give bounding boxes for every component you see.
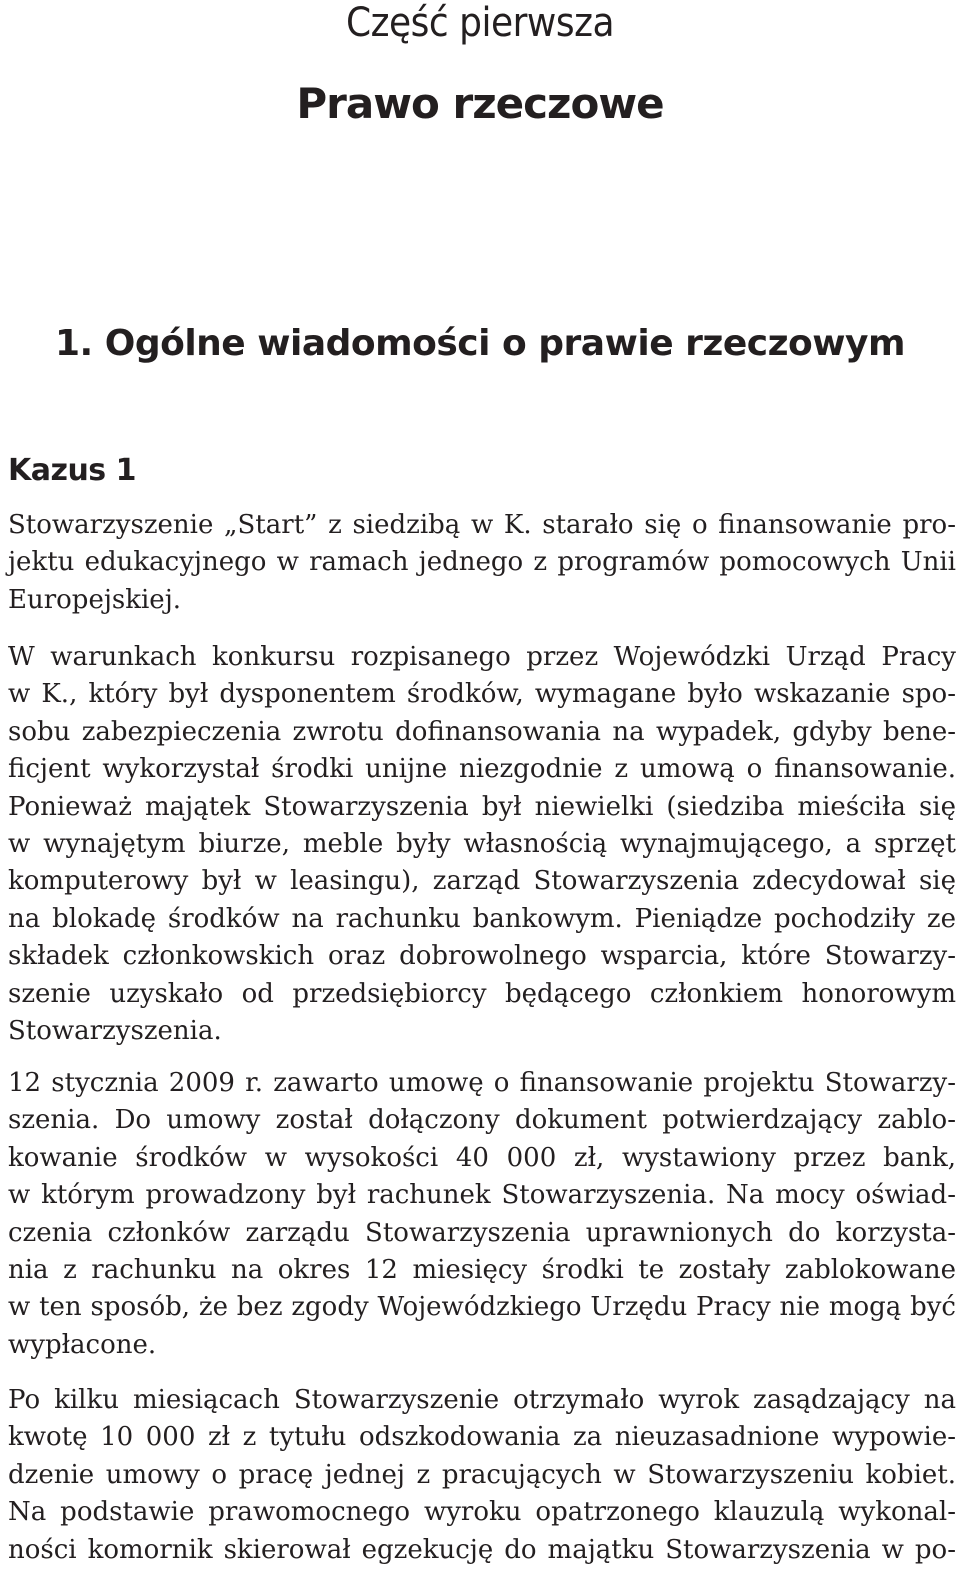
text-line: jektu edukacyjnego w ramach jednego z programów pomocowych Unii bbox=[8, 547, 956, 578]
case-paragraph-1 bbox=[8, 507, 956, 619]
text-line: kwotę 10 000 zł z tytułu odszkodowania za nieuzasadnione wypowie- bbox=[8, 1422, 956, 1453]
text-line: ficjent wykorzystał środki unijne niezgodnie z umową o finansowanie. bbox=[8, 754, 956, 785]
text-line: Stowarzyszenie „Start” z siedzibą w K. starało się o finansowanie pro- bbox=[8, 510, 956, 540]
text-line: Europejskiej. bbox=[8, 584, 182, 615]
text-line: 12 stycznia 2009 r. zawarto umowę o finansowanie projektu Stowarzy- bbox=[8, 1068, 956, 1098]
text-line: szenia. Do umowy został dołączony dokument potwierdzający zablo- bbox=[8, 1105, 956, 1136]
text-line: kowanie środków w wysokości 40 000 zł, wystawiony przez bank, bbox=[8, 1142, 956, 1173]
text-line: komputerowy był w leasingu), zarząd Stowarzyszenia zdecydował się bbox=[8, 866, 956, 897]
text-line: Po kilku miesiącach Stowarzyszenie otrzymało wyrok zasądzający na bbox=[8, 1385, 956, 1415]
chapter-title: 1. Ogólne wiadomości o prawie rzeczowym bbox=[54, 323, 906, 364]
case-paragraph-4 bbox=[8, 1382, 956, 1569]
text-line: w K., który był dysponentem środków, wymagane było wskazanie spo- bbox=[8, 679, 956, 710]
text-line: Na podstawie prawomocnego wyroku opatrzonego klauzulą wykonal- bbox=[8, 1497, 956, 1528]
text-line: dzenie umowy o pracę jednej z pracujących w Stowarzyszeniu kobiet. bbox=[8, 1459, 956, 1490]
text-line: sobu zabezpieczenia zwrotu dofinansowania na wypadek, gdyby bene- bbox=[8, 716, 956, 747]
case-paragraph-2 bbox=[8, 639, 956, 1050]
text-line: Stowarzyszenia. bbox=[8, 1016, 222, 1047]
text-line: szenie uzyskało od przedsiębiorcy będącego członkiem honorowym bbox=[8, 978, 956, 1009]
text-line: w którym prowadzony był rachunek Stowarzyszenia. Na mocy oświad- bbox=[8, 1180, 956, 1211]
text-line: w ten sposób, że bez zgody Wojewódzkiego Urzędu Pracy nie mogą być bbox=[8, 1292, 956, 1323]
text-line: w wynajętym biurze, meble były własnością wynajmującego, a sprzęt bbox=[8, 829, 956, 860]
section-title: Prawo rzeczowe bbox=[296, 79, 664, 128]
text-line: czenia członków zarządu Stowarzyszenia uprawnionych do korzysta- bbox=[8, 1217, 956, 1248]
text-line: W warunkach konkursu rozpisanego przez Wojewódzki Urząd Pracy bbox=[8, 642, 956, 672]
text-line: na blokadę środków na rachunku bankowym. Pieniądze pochodziły ze bbox=[8, 903, 956, 934]
case-title: Kazus 1 bbox=[8, 453, 136, 488]
case-paragraph-3 bbox=[8, 1065, 956, 1364]
part-title: Część pierwsza bbox=[345, 0, 615, 46]
text-line: wypłacone. bbox=[8, 1329, 157, 1360]
text-line: nia z rachunku na okres 12 miesięcy środki te zostały zablokowane bbox=[8, 1255, 956, 1286]
text-line: Ponieważ majątek Stowarzyszenia był niewielki (siedziba mieściła się bbox=[8, 791, 956, 822]
text-line: ności komornik skierował egzekucję do majątku Stowarzyszenia w po- bbox=[8, 1534, 956, 1565]
text-line: składek członkowskich oraz dobrowolnego wsparcia, które Stowarzy- bbox=[8, 941, 956, 972]
